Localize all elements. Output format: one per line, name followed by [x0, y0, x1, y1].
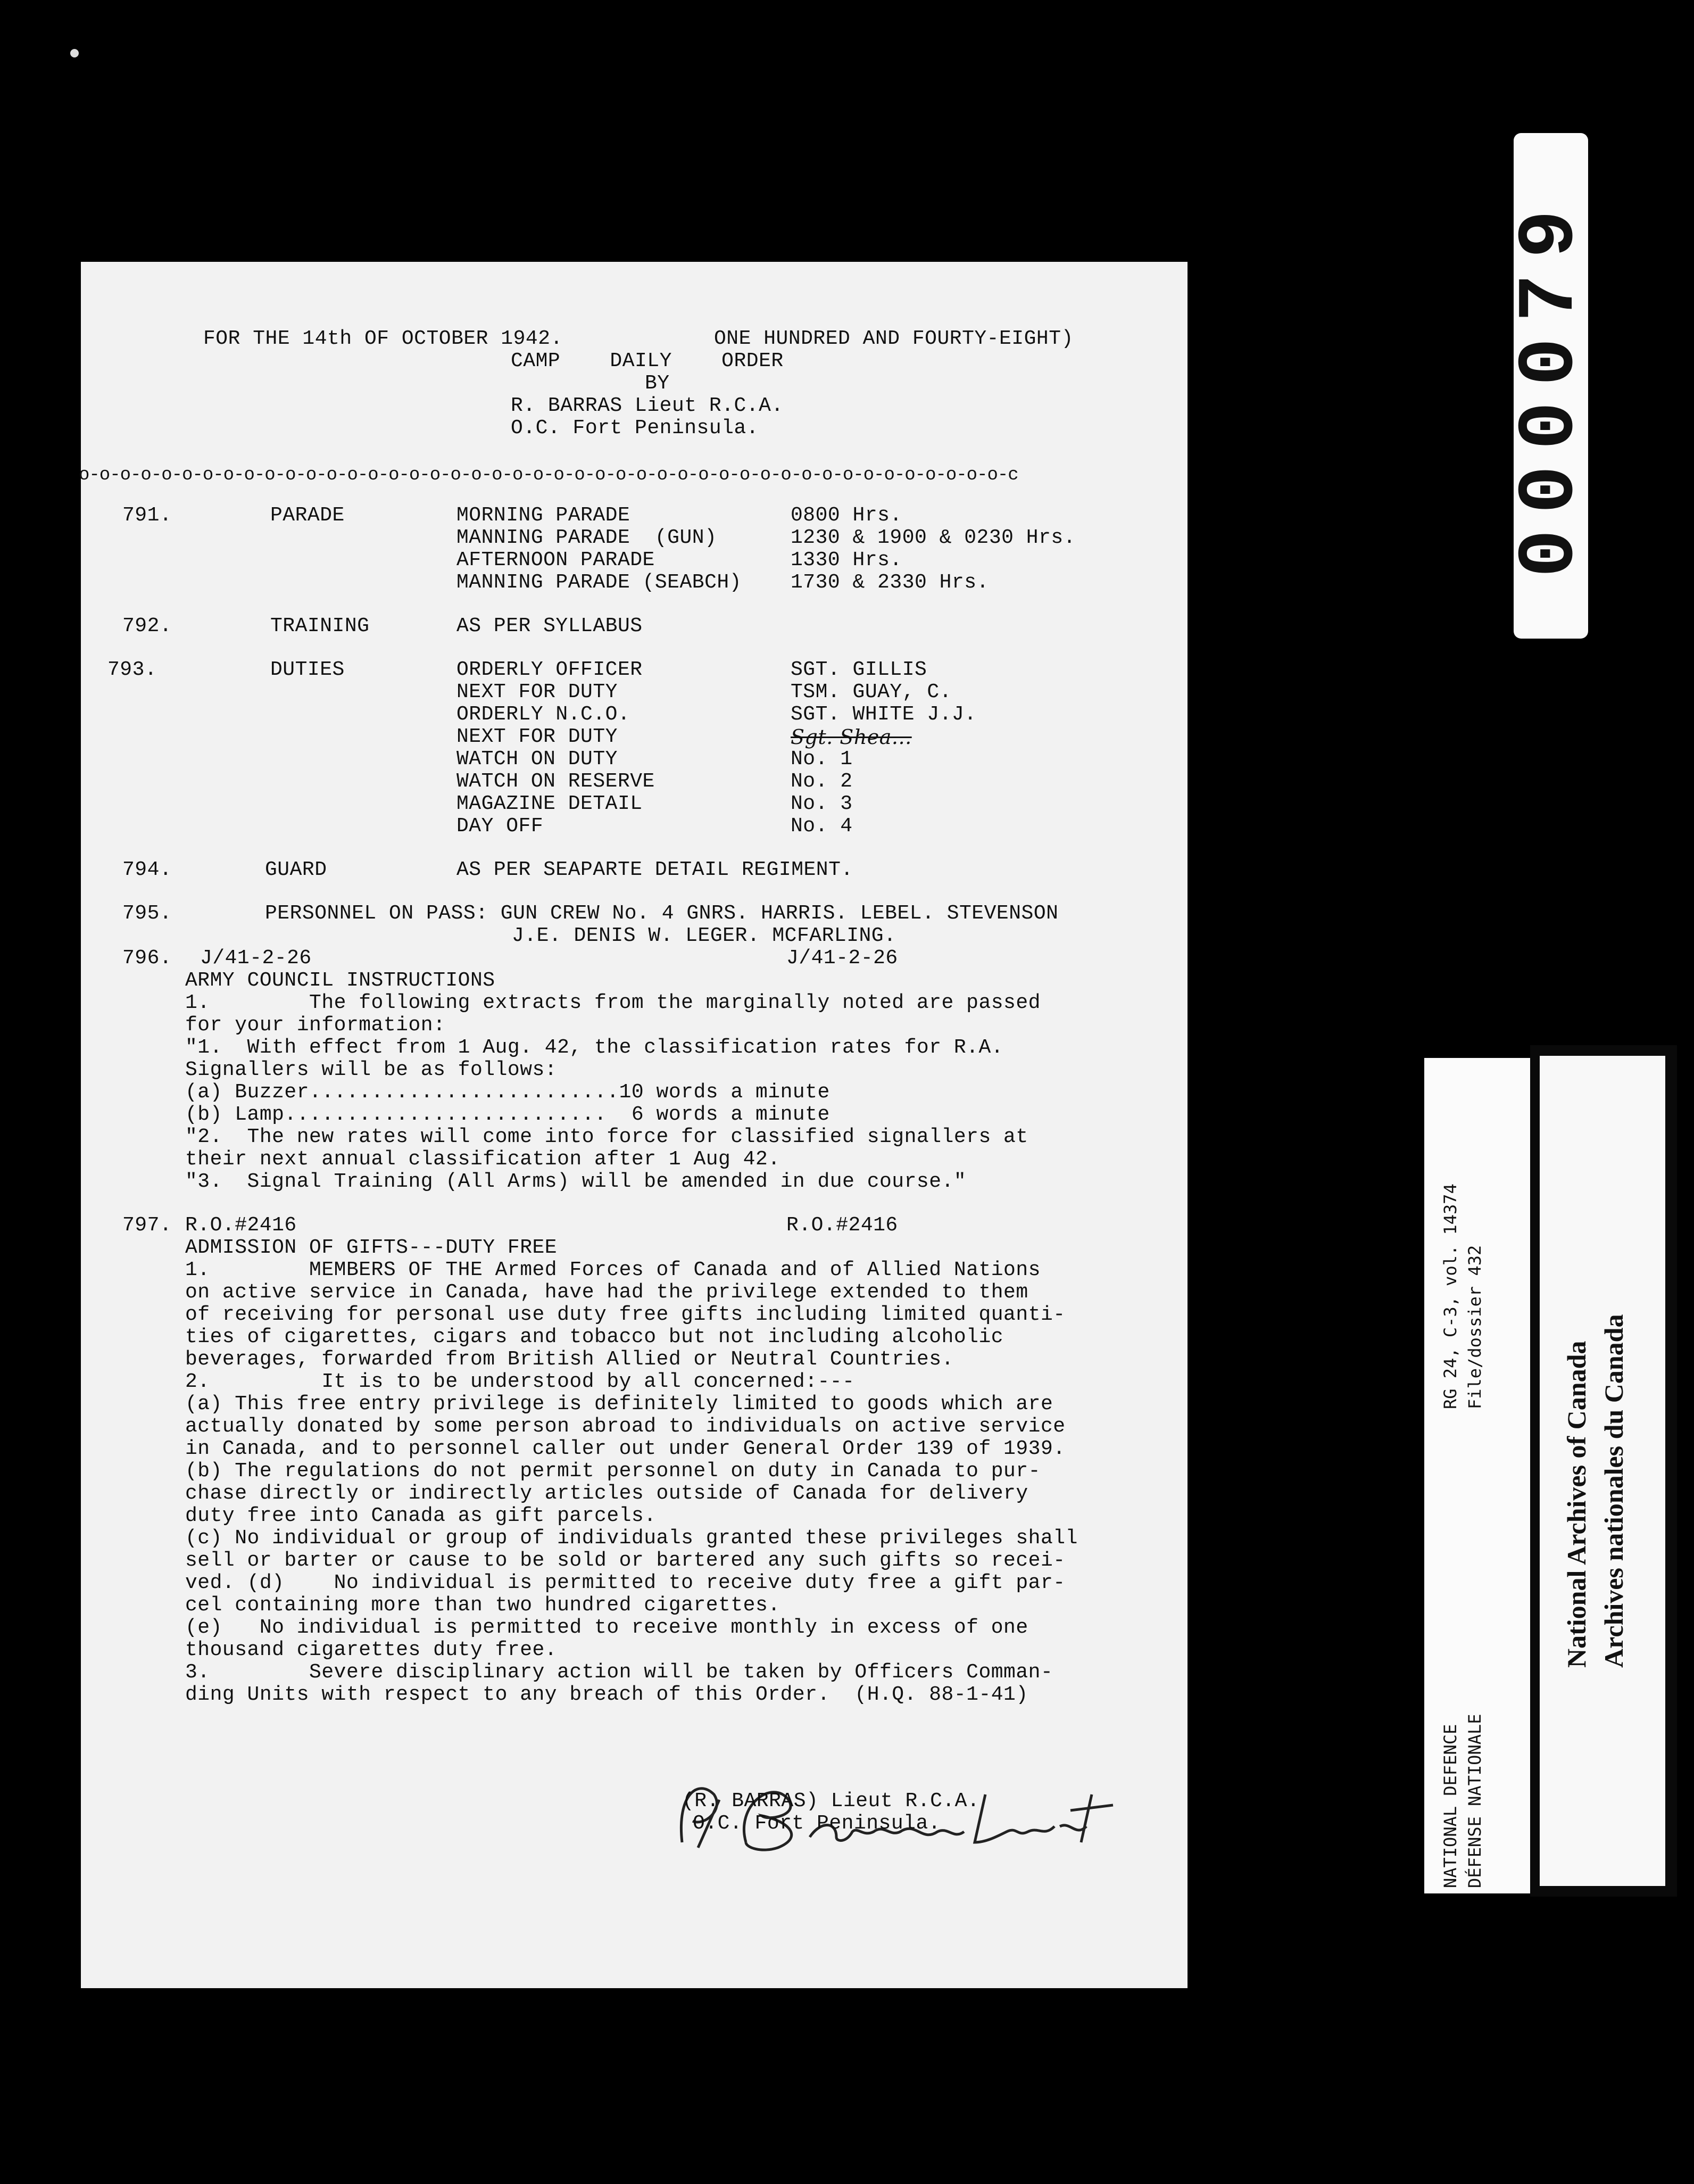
- item-791-row-2-value: 1230 & 1900 & 0230 Hrs.: [791, 526, 1076, 549]
- item-791-title: PARADE: [270, 504, 345, 527]
- item-797-line-20: 3. Severe disciplinary action will be taken by Officers Comman-: [185, 1661, 1053, 1684]
- item-793-row-5-label: WATCH ON DUTY: [456, 748, 618, 771]
- header-date-line: FOR THE 14th OF OCTOBER 1942.: [203, 327, 563, 350]
- header-title: CAMP DAILY ORDER: [511, 350, 784, 373]
- item-793-number: 793.: [107, 658, 157, 681]
- item-791-row-3-label: AFTERNOON PARADE: [456, 549, 655, 572]
- item-796-line-10: "3. Signal Training (All Arms) will be amended in due course.": [185, 1170, 967, 1193]
- archives-name-french: Archives nationales du Canada: [1599, 1314, 1629, 1668]
- stamp-number-text: 000079: [1506, 194, 1596, 578]
- item-791-row-1-label: MORNING PARADE: [456, 504, 630, 527]
- item-791-row-4-value: 1730 & 2330 Hrs.: [791, 571, 989, 594]
- item-797-line-9: actually donated by some person abroad to individuals on active service: [185, 1415, 1066, 1438]
- item-792-title: TRAINING: [270, 615, 370, 638]
- item-797-line-17: cel containing more than two hundred cigarettes.: [185, 1594, 780, 1617]
- item-795-line-2: J.E. DENIS W. LEGER. MCFARLING.: [512, 924, 896, 947]
- item-794-title: GUARD: [265, 858, 327, 881]
- header-number-line: ONE HUNDRED AND FOURTY-EIGHT): [714, 327, 1074, 350]
- item-793-row-5-value: No. 1: [791, 748, 853, 771]
- item-797-ref-right: R.O.#2416: [786, 1214, 898, 1237]
- item-795-number: 795.: [122, 902, 172, 925]
- item-797-line-4: of receiving for personal use duty free gifts including limited quanti-: [185, 1303, 1066, 1326]
- item-793-row-8-label: DAY OFF: [456, 815, 544, 838]
- item-793-row-6-value: No. 2: [791, 770, 853, 793]
- item-797-line-6: beverages, forwarded from British Allied or Neutral Countries.: [185, 1348, 954, 1371]
- archive-reference-label: [1424, 1058, 1531, 1893]
- item-794-text: AS PER SEAPARTE DETAIL REGIMENT.: [456, 858, 853, 881]
- item-797-line-19: thousand cigarettes duty free.: [185, 1639, 558, 1661]
- archives-name-english: National Archives of Canada: [1562, 1341, 1591, 1668]
- item-791-row-3-value: 1330 Hrs.: [791, 549, 902, 572]
- item-796-ref-left: J/41-2-26: [200, 947, 312, 970]
- national-archives-label: [1530, 1045, 1677, 1897]
- item-796-line-1: ARMY COUNCIL INSTRUCTIONS: [185, 969, 495, 992]
- item-796-line-6: (a) Buzzer.........................10 words a minute: [185, 1081, 830, 1104]
- item-797-line-14: (c) No individual or group of individuals granted these privileges shall: [185, 1527, 1078, 1550]
- item-797-line-12: chase directly or indirectly articles outside of Canada for delivery: [185, 1482, 1028, 1505]
- item-792-text: AS PER SYLLABUS: [456, 615, 643, 638]
- item-797-line-5: ties of cigarettes, cigars and tobacco but not including alcoholic: [185, 1326, 1004, 1349]
- item-796-line-3: for your information:: [185, 1014, 446, 1037]
- item-796-line-5: Signallers will be as follows:: [185, 1058, 558, 1081]
- signature-typed-name: (R. BARRAS) Lieut R.C.A.: [682, 1790, 980, 1813]
- item-793-row-3-label: ORDERLY N.C.O.: [456, 703, 630, 726]
- item-796-line-2: 1. The following extracts from the marginally noted are passed: [185, 991, 1041, 1014]
- archive-dept-line-2: DÉFENSE NATIONALE: [1465, 1714, 1485, 1888]
- item-797-line-15: sell or barter or cause to be sold or bartered any such gifts so recei-: [185, 1549, 1066, 1572]
- item-791-row-1-value: 0800 Hrs.: [791, 504, 902, 527]
- item-791-number: 791.: [122, 504, 172, 527]
- item-791-row-2-label: MANNING PARADE (GUN): [456, 526, 717, 549]
- item-797-line-2: 1. MEMBERS OF THE Armed Forces of Canada and of Allied Nations: [185, 1259, 1041, 1281]
- item-793-row-8-value: No. 4: [791, 815, 853, 838]
- daily-order-page: [81, 262, 1188, 1988]
- item-796-line-8: "2. The new rates will come into force for classified signallers at: [185, 1126, 1028, 1148]
- scan-dot-mark: [70, 49, 79, 57]
- item-795-line-1: PERSONNEL ON PASS: GUN CREW No. 4 GNRS. HARRIS. LEBEL. STEVENSON: [265, 902, 1059, 925]
- item-797-ref-left: R.O.#2416: [185, 1214, 297, 1237]
- item-794-number: 794.: [122, 858, 172, 881]
- item-797-line-1: ADMISSION OF GIFTS---DUTY FREE: [185, 1236, 558, 1259]
- item-797-line-13: duty free into Canada as gift parcels.: [185, 1504, 657, 1527]
- item-793-row-1-value: SGT. GILLIS: [791, 658, 927, 681]
- item-797-line-11: (b) The regulations do not permit personnel on duty in Canada to pur-: [185, 1460, 1041, 1483]
- archive-ref-line-1: RG 24, C-3, vol. 14374: [1440, 1184, 1460, 1409]
- signature-typed-unit: O.C. Fort Peninsula.: [693, 1812, 941, 1835]
- item-797-line-18: (e) No individual is permitted to receive monthly in excess of one: [185, 1616, 1028, 1639]
- item-796-line-9: their next annual classification after 1 Aug 42.: [185, 1148, 780, 1171]
- item-792-number: 792.: [122, 615, 172, 638]
- item-797-line-21: ding Units with respect to any breach of this Order. (H.Q. 88-1-41): [185, 1683, 1028, 1706]
- item-797-line-8: (a) This free entry privilege is definitely limited to goods which are: [185, 1393, 1053, 1416]
- header-unit: O.C. Fort Peninsula.: [511, 417, 759, 440]
- item-797-line-16: ved. (d) No individual is permitted to receive duty free a gift par-: [185, 1571, 1066, 1594]
- item-793-title: DUTIES: [270, 658, 345, 681]
- item-793-row-2-value: TSM. GUAY, C.: [791, 681, 952, 704]
- item-793-row-7-label: MAGAZINE DETAIL: [456, 792, 643, 815]
- item-793-row-3-value: SGT. WHITE J.J.: [791, 703, 977, 726]
- national-archives-label-inner: [1540, 1056, 1665, 1886]
- archive-dept-line-1: NATIONAL DEFENCE: [1440, 1724, 1460, 1888]
- item-791-row-4-label: MANNING PARADE (SEABCH): [456, 571, 742, 594]
- item-797-line-7: 2. It is to be understood by all concerned:---: [185, 1370, 855, 1393]
- item-793-row-1-label: ORDERLY OFFICER: [456, 658, 643, 681]
- separator-line: o-o-o-o-o-o-o-o-o-o-o-o-o-o-o-o-o-o-o-o-o-o-o-o-o-o-o-o-o-o-o-o-o-o-o-o-o-o-o-o-o-o-o-o-o-c: [79, 465, 1018, 485]
- item-796-number: 796.: [122, 947, 172, 970]
- item-793-row-4-value: Sgt. Shea...: [791, 725, 912, 749]
- item-796-line-4: "1. With effect from 1 Aug. 42, the classification rates for R.A.: [185, 1036, 1004, 1059]
- archive-ref-line-2: File/dossier 432: [1465, 1245, 1485, 1409]
- item-797-line-3: on active service in Canada, have had the privilege extended to them: [185, 1281, 1028, 1304]
- header-author: R. BARRAS Lieut R.C.A.: [511, 394, 784, 417]
- item-793-row-2-label: NEXT FOR DUTY: [456, 681, 618, 704]
- item-797-line-10: in Canada, and to personnel caller out under General Order 139 of 1939.: [185, 1437, 1066, 1460]
- item-797-number: 797.: [122, 1214, 172, 1237]
- document-stamp-number: [1506, 133, 1596, 639]
- item-793-row-7-value: No. 3: [791, 792, 853, 815]
- item-796-ref-right: J/41-2-26: [786, 947, 898, 970]
- item-796-line-7: (b) Lamp.......................... 6 words a minute: [185, 1103, 830, 1126]
- item-793-row-6-label: WATCH ON RESERVE: [456, 770, 655, 793]
- header-by: BY: [645, 372, 670, 395]
- item-793-row-4-label: NEXT FOR DUTY: [456, 725, 618, 748]
